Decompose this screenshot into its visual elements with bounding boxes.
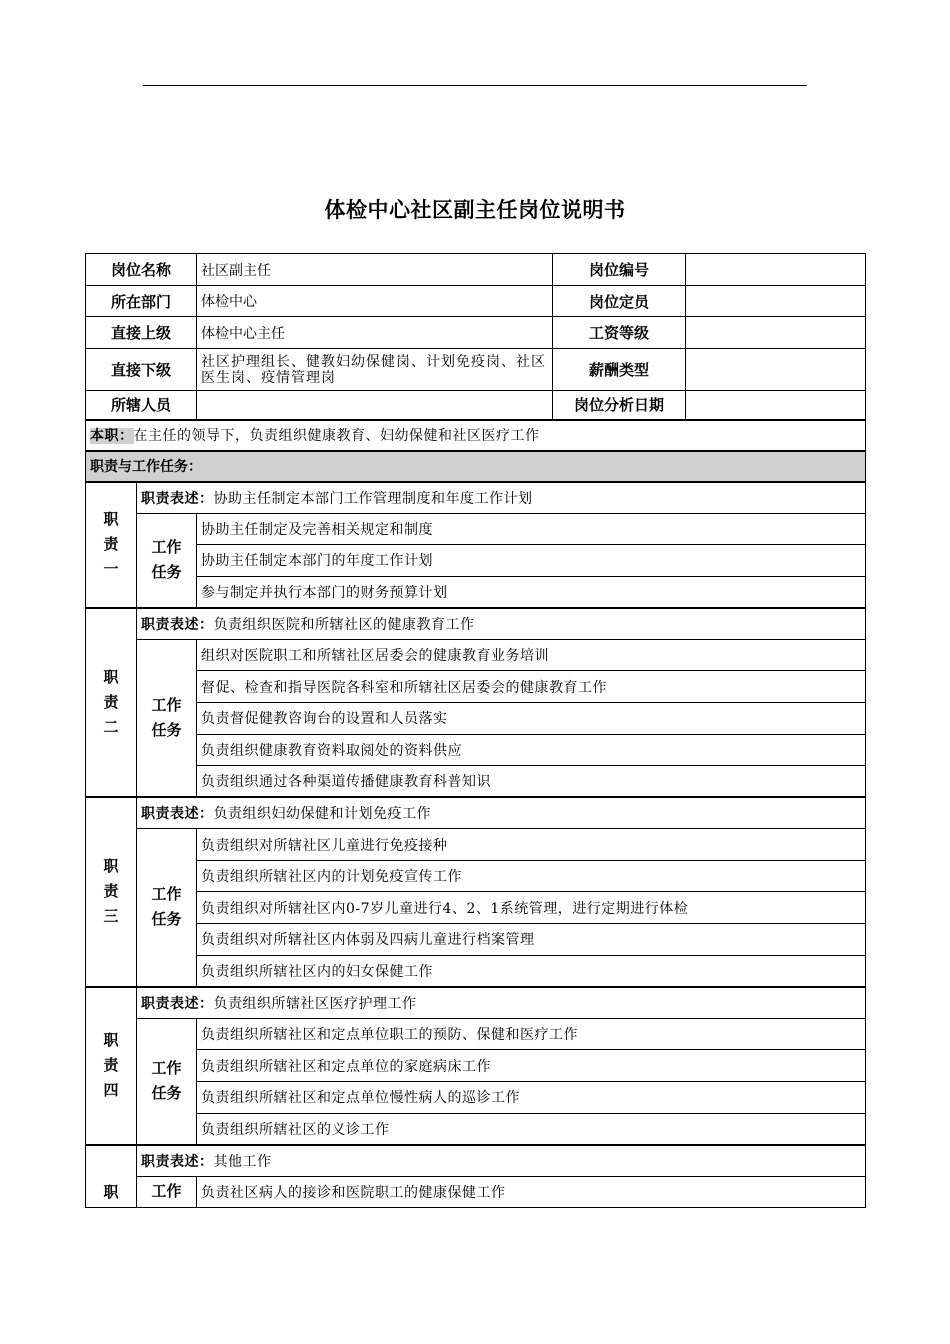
task-item: 负责组织所辖社区和定点单位的家庭病床工作 (197, 1050, 866, 1082)
staff-label: 所辖人员 (86, 391, 197, 420)
task-item: 负责组织对所辖社区内体弱及四病儿童进行档案管理 (197, 924, 866, 956)
duty-statement-label: 职责表述： (141, 1153, 214, 1170)
position-no-label: 岗位编号 (553, 254, 686, 286)
staff-value (197, 391, 553, 420)
duty-statement-label: 职责表述： (141, 616, 214, 633)
duty-statement-text: 负责组织所辖社区医疗护理工作 (213, 995, 417, 1012)
subordinate-value: 社区护理组长、健教妇幼保健岗、计划免疫岗、社区医生岗、疫情管理岗 (197, 349, 553, 391)
duty-statement-text: 协助主任制定本部门工作管理制度和年度工作计划 (213, 490, 533, 507)
duty-label-char: 责 (103, 693, 119, 712)
duty-statement-text: 负责组织妇幼保健和计划免疫工作 (213, 806, 431, 823)
duty-label-char: 职 (103, 1031, 119, 1050)
superior-value: 体检中心主任 (197, 317, 553, 349)
job-description-table (85, 253, 866, 1208)
duty-label (86, 797, 137, 986)
duty-label-char: 职 (103, 857, 119, 876)
task-item: 负责组织所辖社区内的妇女保健工作 (197, 955, 866, 987)
duty-label (86, 608, 137, 797)
task-item: 负责组织所辖社区内的计划免疫宣传工作 (197, 860, 866, 892)
task-label (137, 639, 197, 797)
pay-type-value (686, 349, 866, 391)
superior-label: 直接上级 (86, 317, 197, 349)
task-item: 负责组织所辖社区的义诊工作 (197, 1113, 866, 1145)
duty-label-char: 职 (103, 668, 119, 687)
duty-statement-text: 负责组织医院和所辖社区的健康教育工作 (213, 616, 475, 633)
task-item: 协助主任制定及完善相关规定和制度 (197, 513, 866, 545)
task-item: 负责组织健康教育资料取阅处的资料供应 (197, 734, 866, 766)
task-item: 负责组织所辖社区和定点单位职工的预防、保健和医疗工作 (197, 1018, 866, 1050)
task-label-line: 任务 (151, 1084, 182, 1103)
duty-statement-text: 其他工作 (213, 1153, 272, 1170)
salary-grade-value (686, 317, 866, 349)
task-item: 负责督促健教咨询台的设置和人员落实 (197, 702, 866, 734)
task-label-line: 工作 (151, 696, 182, 715)
duty-statement-label: 职责表述： (141, 806, 214, 823)
position-no-value (686, 254, 866, 286)
dept-label: 所在部门 (86, 286, 197, 317)
analysis-date-value (686, 391, 866, 420)
duty-statement (137, 797, 866, 829)
task-label-line: 工作 (151, 885, 182, 904)
analysis-date-label: 岗位分析日期 (553, 391, 686, 420)
task-item: 负责组织通过各种渠道传播健康教育科普知识 (197, 766, 866, 798)
duties-header: 职责与工作任务： (86, 451, 866, 482)
task-item: 组织对医院职工和所辖社区居委会的健康教育业务培训 (197, 639, 866, 671)
task-item: 协助主任制定本部门的年度工作计划 (197, 545, 866, 577)
summary-text: 在主任的领导下，负责组织健康教育、妇幼保健和社区医疗工作 (133, 428, 540, 444)
duty-label-char: 二 (103, 718, 119, 737)
task-label-line: 工作 (151, 1059, 182, 1078)
duty-label-char: 职 (103, 1183, 119, 1202)
task-label (137, 513, 197, 608)
duty-statement (137, 1145, 866, 1177)
duty-label-char: 责 (103, 882, 119, 901)
duty-label-char: 一 (103, 560, 119, 579)
position-name-value: 社区副主任 (197, 254, 553, 286)
task-item: 参与制定并执行本部门的财务预算计划 (197, 576, 866, 608)
task-item: 负责社区病人的接诊和医院职工的健康保健工作 (197, 1176, 866, 1208)
document-title: 体检中心社区副主任岗位说明书 (324, 198, 626, 222)
task-label (137, 1176, 197, 1208)
duty-statement (137, 987, 866, 1019)
duty-label-char: 四 (103, 1081, 119, 1100)
duty-statement (137, 608, 866, 640)
task-item: 负责组织所辖社区和定点单位慢性病人的巡诊工作 (197, 1081, 866, 1113)
duty-label-char: 责 (103, 535, 119, 554)
duty-label (86, 482, 137, 608)
task-item: 督促、检查和指导医院各科室和所辖社区居委会的健康教育工作 (197, 671, 866, 703)
task-label (137, 1018, 197, 1144)
dept-value: 体检中心 (197, 286, 553, 317)
task-label-line: 工作 (151, 1182, 182, 1201)
duty-statement-label: 职责表述： (141, 490, 214, 507)
job-summary (86, 420, 866, 451)
subordinate-label: 直接下级 (86, 349, 197, 391)
task-label-line: 任务 (151, 721, 182, 740)
duty-statement-label: 职责表述： (141, 995, 214, 1012)
header-rule (143, 85, 807, 86)
task-item: 负责组织对所辖社区内0-7岁儿童进行4、2、1系统管理，进行定期进行体检 (197, 892, 866, 924)
task-label-line: 工作 (151, 538, 182, 557)
task-label (137, 829, 197, 987)
task-item: 负责组织对所辖社区儿童进行免疫接种 (197, 829, 866, 861)
duty-label-char: 责 (103, 1056, 119, 1075)
duty-label (86, 1145, 137, 1208)
position-name-label: 岗位名称 (86, 254, 197, 286)
duty-label-char: 职 (103, 510, 119, 529)
headcount-value (686, 286, 866, 317)
salary-grade-label: 工资等级 (553, 317, 686, 349)
pay-type-label: 薪酬类型 (553, 349, 686, 391)
summary-label: 本职： (90, 428, 134, 444)
headcount-label: 岗位定员 (553, 286, 686, 317)
task-label-line: 任务 (151, 563, 182, 582)
duty-label-char: 三 (103, 907, 119, 926)
duty-label (86, 987, 137, 1145)
task-label-line: 任务 (151, 910, 182, 929)
duty-statement (137, 482, 866, 514)
